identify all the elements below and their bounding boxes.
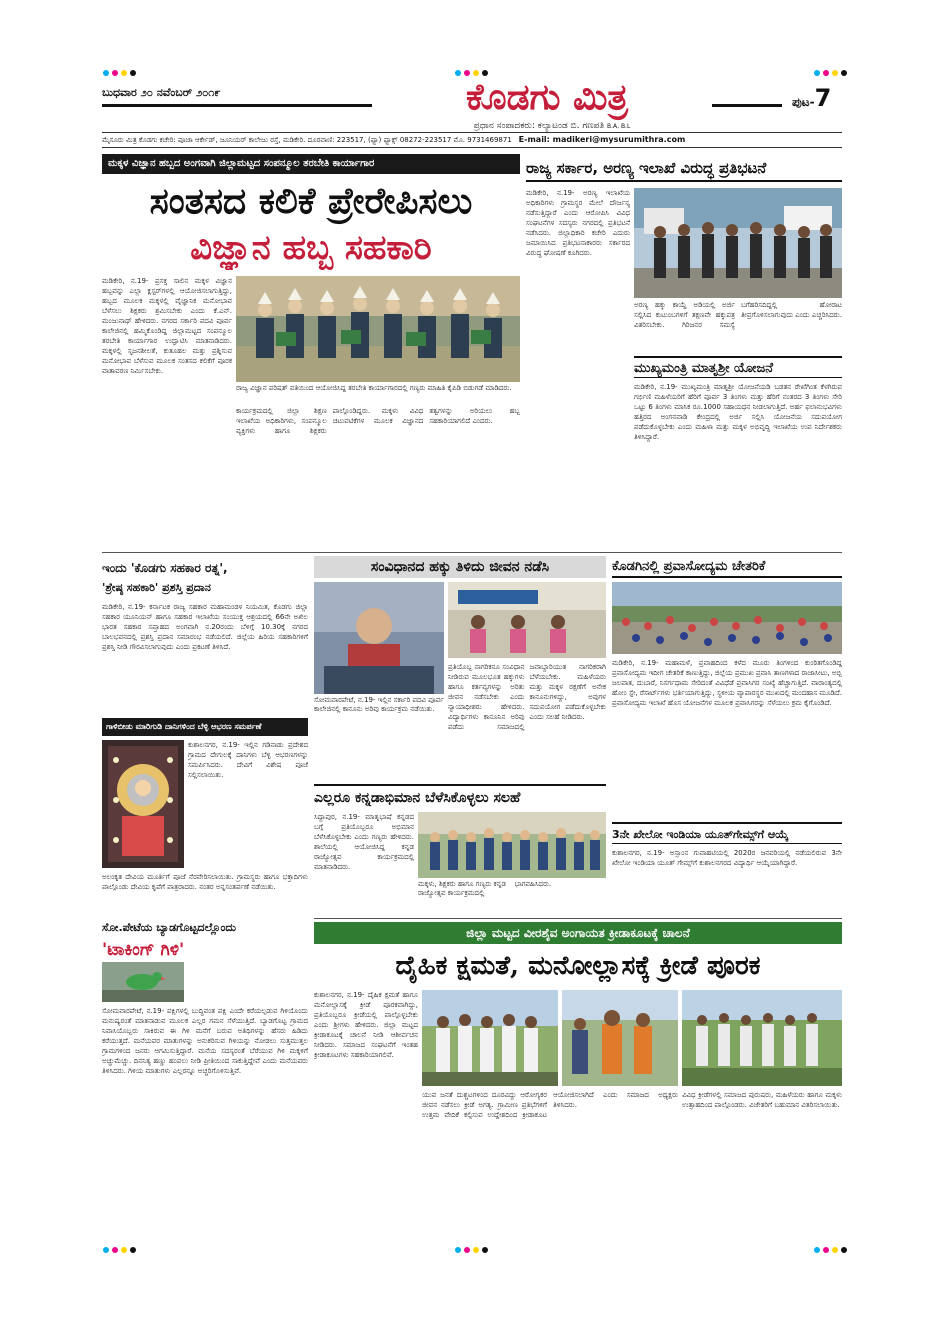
masthead-left-rule: [102, 104, 372, 107]
story9-photo: [612, 582, 842, 654]
story2-photo: [634, 188, 842, 298]
story6-headline-1: ಸೋ.ಪೇಟೆಯ ಬ್ಯಾಡಗೊಟ್ಟದಲ್ಲೊಂದು: [102, 921, 236, 934]
page-label-text: ಪುಟ-: [792, 95, 815, 109]
banner-headline: ದೈಹಿಕ ಕ್ಷಮತೆ, ಮನೋಲ್ಲಾಸಕ್ಕೆ ಕ್ರೀಡೆ ಪೂರಕ: [395, 951, 761, 981]
story5-body-b: ಅಲಂಕೃತ ದೇವಿಯ ಮೂರ್ತಿಗೆ ಪೂಜೆ ನೆರವೇರಿಸಲಾಯಿತು. ಗ್ರಾಮಸ್ಥರು ಹಾಗೂ ಭಕ್ತಾದಿಗಳು ಪಾಲ್ಗೊಂಡು ದೇವಿಯ ಕೃಪೆಗೆ ಪಾತ್ರರಾದರು. ನಂತರ ಅನ್ನಸಂತರ್ಪಣೆ ನಡೆಯಿತು.: [102, 873, 308, 891]
story6-body: ಸೋಮವಾರಪೇಟೆ, ನ.19- ಪಕ್ಷಿಗಳಲ್ಲಿ ಬುದ್ಧಿವಂತ ಪಕ್ಷಿ ಎಂದೇ ಕರೆಯಲ್ಪಡುವ ಗಿಳಿಯೊಂದು ಮನುಷ್ಯರಂತೆ ಮಾತನಾಡುವ ಮೂಲಕ ಎಲ್ಲರ ಗಮನ ಸೆಳೆಯುತ್ತಿದೆ. ಬ್ಯಾಡಗೊಟ್ಟ ಗ್ರಾಮದ ನಿವಾಸಿಯೊಬ್ಬರು ಸಾಕಿರುವ ಈ ಗಿಳಿ ಮನೆಗೆ ಬರುವ ಅತಿಥಿಗಳನ್ನು ಹೆಸರು ಹಿಡಿದು ಕರೆಯುತ್ತದೆ. ಮನೆಯವರ ಮಾತುಗಳನ್ನು ಅನುಕರಿಸುವ ಗಿಳಿಯನ್ನು ನೋಡಲು ಸುತ್ತಮುತ್ತಲ ಗ್ರಾಮಗಳಿಂದ ಜನರು ಆಗಮಿಸುತ್ತಿದ್ದಾರೆ. ಮನೆಯ ಸದಸ್ಯರಂತೆ ಬೆರೆಯುವ ಗಿಳಿ ಮಕ್ಕಳಿಗೆ ಅಚ್ಚುಮೆಚ್ಚು. ದಿನನಿತ್ಯ ಹಣ್ಣು ಹಂಪಲು ನೀಡಿ ಪ್ರೀತಿಯಿಂದ ಸಾಕುತ್ತಿದ್ದೇವೆ ಎಂದು ಮನೆಯವರು ತಿಳಿಸಿದರು. ಗಿಳಿಯ ಮಾತುಗಳು ಎಲ್ಲರನ್ನೂ ಅಚ್ಚರಿಗೊಳಿಸುತ್ತಿವೆ.: [102, 1007, 308, 1075]
story9-headline: ಕೊಡಗಿನಲ್ಲಿ ಪ್ರವಾಸೋದ್ಯಮ ಚೇತರಿಕೆ: [612, 556, 842, 578]
story5-photo: [102, 740, 184, 868]
editor-degree: B.A, B.L: [607, 123, 631, 130]
editor-name: ಪ್ರಧಾನ ಸಂಪಾದಕರು: ಕಲ್ಯಾಟಂಡ ಬಿ. ಗಣಪತಿ: [473, 121, 605, 131]
story5-headline: ಗಾಳಿಬೀಡು ಮಾರಿಗುಡಿ ದಾನಿಗಳಿಂದ ಬೆಳ್ಳಿ ಆಭರಣ ಸಮರ್ಪಣೆ: [102, 718, 308, 736]
story3-body: ಮಡಿಕೇರಿ, ನ.19- ಮುಖ್ಯಮಂತ್ರಿ ಮಾತೃಶ್ರೀ ಯೋಜನೆಯಡಿ ಬಡತನ ರೇಖೆಗಿಂತ ಕೆಳಗಿರುವ ಗರ್ಭಿಣಿ ಮಹಿಳೆಯರಿಗೆ ಹೆರಿಗೆ ಪೂರ್ವ 3 ತಿಂಗಳು ಮತ್ತು ಹೆರಿಗೆ ನಂತರದ 3 ತಿಂಗಳು ಸೇರಿ ಒಟ್ಟು 6 ತಿಂಗಳು ಮಾಸಿಕ ರೂ.1000 ಸಹಾಯಧನ ನೀಡಲಾಗುತ್ತಿದೆ. ಅರ್ಹ ಫಲಾನುಭವಿಗಳು ಹತ್ತಿರದ ಅಂಗನವಾಡಿ ಕೇಂದ್ರದಲ್ಲಿ ಅರ್ಜಿ ಸಲ್ಲಿಸಿ ಯೋಜನೆಯ ಸದುಪಯೋಗ ಪಡೆದುಕೊಳ್ಳಬೇಕು ಎಂದು ಮಹಿಳಾ ಮತ್ತು ಮಕ್ಕಳ ಅಭಿವೃದ್ಧಿ ಇಲಾಖೆಯ ಉಪ ನಿರ್ದೇಶಕರು ತಿಳಿಸಿದ್ದಾರೆ.: [634, 383, 842, 441]
banner-photo-2: [562, 990, 678, 1086]
story6-headline-2: 'ಟಾಕಿಂಗ್ ಗಿಳಿ': [102, 940, 185, 960]
page-label: [792, 84, 831, 112]
story8-body: ಸಿದ್ದಾಪುರ, ನ.19- ಮಾತೃಭಾಷೆ ಕನ್ನಡದ ಬಗ್ಗೆ ಪ್ರತಿಯೊಬ್ಬರೂ ಅಭಿಮಾನ ಬೆಳೆಸಿಕೊಳ್ಳಬೇಕು ಎಂದು ಗಣ್ಯರು ಹೇಳಿದರು. ಶಾಲೆಯಲ್ಲಿ ಆಯೋಜಿಸಿದ್ದ ಕನ್ನಡ ರಾಜ್ಯೋತ್ಸವ ಕಾರ್ಯಕ್ರಮದಲ್ಲಿ ಮಾತನಾಡಿದರು.: [314, 813, 414, 871]
masthead-title: ಕೊಡಗು ಮಿತ್ರ: [465, 76, 628, 118]
story3-headline: ಮುಖ್ಯಮಂತ್ರಿ ಮಾತೃಶ್ರೀ ಯೋಜನೆ: [634, 356, 842, 378]
story1-body-b: ಕಾರ್ಯಕ್ರಮದಲ್ಲಿ ಜಿಲ್ಲಾ ಶಿಕ್ಷಣ ಇಲಾಖೆಯ ಅಧಿಕಾರಿಗಳು, ಸಂಪನ್ಮೂಲ ವ್ಯಕ್ತಿಗಳು ಹಾಗೂ ಶಿಕ್ಷಕರು ಪಾಲ್ಗೊಂಡಿದ್ದರು. ಮಕ್ಕಳು ವಿವಿಧ ಚಟುವಟಿಕೆಗಳ ಮೂಲಕ ವಿಜ್ಞಾನದ ತತ್ವಗಳನ್ನು ಅರಿಯಲು ಹಬ್ಬ ಸಹಕಾರಿಯಾಗಲಿದೆ ಎಂದರು.: [236, 407, 520, 435]
story4-headline-2: 'ಶ್ರೇಷ್ಠ ಸಹಕಾರಿ' ಪ್ರಶಸ್ತಿ ಪ್ರದಾನ: [102, 581, 211, 594]
story1-kicker: ಮಕ್ಕಳ ವಿಜ್ಞಾನ ಹಬ್ಬದ ಅಂಗವಾಗಿ ಜಿಲ್ಲಾಮಟ್ಟದ ಸಂಪನ್ಮೂಲ ತರಬೇತಿ ಕಾರ್ಯಾಗಾರ: [102, 154, 520, 174]
banner-body-a: ಕುಶಾಲನಗರ, ನ.19- ದೈಹಿಕ ಕ್ಷಮತೆ ಹಾಗೂ ಮನೋಲ್ಲಾಸಕ್ಕೆ ಕ್ರೀಡೆ ಪೂರಕವಾಗಿದ್ದು, ಪ್ರತಿಯೊಬ್ಬರೂ ಕ್ರೀಡೆಯಲ್ಲಿ ಪಾಲ್ಗೊಳ್ಳಬೇಕು ಎಂದು ಶ್ರೀಗಳು ಹೇಳಿದರು. ಜಿಲ್ಲಾ ಮಟ್ಟದ ಕ್ರೀಡಾಕೂಟಕ್ಕೆ ಚಾಲನೆ ನೀಡಿ ಆಶೀರ್ವಚನ ನೀಡಿದರು. ಸಮಾಜದ ಸಂಘಟನೆಗೆ ಇಂತಹ ಕ್ರೀಡಾಕೂಟಗಳು ಸಹಕಾರಿಯಾಗಲಿವೆ.: [314, 991, 418, 1059]
office-info: ಮೈಸೂರು ಮಿತ್ರ ಕೊಡಗು ಕಚೇರಿ: ಪೂಜಾ ಆರ್ಕೇಡ್, ಜೂನಿಯರ್ ಕಾಲೇಜು ರಸ್ತೆ, ಮಡಿಕೇರಿ. ದೂರವಾಣಿ: 223517, (ಫ್ಯಾ) ಫ್ಯಾಕ್ಸ್ 08272-223517 ಮೊ. 9731469871: [102, 136, 512, 144]
story8-caption: ಮಕ್ಕಳು, ಶಿಕ್ಷಕರು ಹಾಗೂ ಗಣ್ಯರು ಕನ್ನಡ ರಾಜ್ಯೋತ್ಸವ ಕಾರ್ಯಕ್ರಮದಲ್ಲಿ ಭಾಗವಹಿಸಿದರು.: [418, 880, 552, 897]
story1-caption: ರಾಜ್ಯ ವಿಜ್ಞಾನ ಪರಿಷತ್ ವತಿಯಿಂದ ಆಯೋಜಿಸಿದ್ದ ತರಬೇತಿ ಕಾರ್ಯಾಗಾರದಲ್ಲಿ ಗಣ್ಯರು ಮಾಹಿತಿ ಕೈಪಿಡಿ ಬಿಡುಗಡೆ ಮಾಡಿದರು.: [236, 384, 512, 392]
info-strip: [102, 132, 842, 148]
banner-photo-1: [422, 990, 558, 1086]
story2-body-b: ಅರಣ್ಯ ಹಕ್ಕು ಕಾಯ್ದೆ ಅಡಿಯಲ್ಲಿ ಅರ್ಜಿ ಸಲ್ಲಿಸಿದ ಕುಟುಂಬಗಳಿಗೆ ತಕ್ಷಣವೇ ಹಕ್ಕುಪತ್ರ ವಿತರಿಸಬೇಕು. ಗಿರಿಜನರ ಸಮಸ್ಯೆ ಬಗೆಹರಿಸದಿದ್ದಲ್ಲಿ ಹೋರಾಟ ತೀವ್ರಗೊಳಿಸಲಾಗುವುದು ಎಂದು ಎಚ್ಚರಿಸಿದರು.: [634, 301, 842, 329]
story8-photo: [418, 812, 606, 878]
divider-row2: [314, 918, 842, 919]
editor-line: [382, 121, 722, 131]
registration-dots-bottom-right: [814, 1247, 847, 1253]
story4-body: ಮಡಿಕೇರಿ, ನ.19- ಕರ್ನಾಟಕ ರಾಜ್ಯ ಸಹಕಾರ ಮಹಾಮಂಡಳ ನಿಯಮಿತ, ಕೊಡಗು ಜಿಲ್ಲಾ ಸಹಕಾರ ಯೂನಿಯನ್ ಹಾಗೂ ಸಹಕಾರ ಇಲಾಖೆಯ ಸಂಯುಕ್ತ ಆಶ್ರಯದಲ್ಲಿ 66ನೇ ಅಖಿಲ ಭಾರತ ಸಹಕಾರ ಸಪ್ತಾಹದ ಅಂಗವಾಗಿ ನ.20ರಂದು ಬೆಳಿಗ್ಗೆ 10.30ಕ್ಕೆ ನಗರದ ಬಾಲಭವನದಲ್ಲಿ ಪ್ರಶಸ್ತಿ ಪ್ರದಾನ ಸಮಾರಂಭ ನಡೆಯಲಿದೆ. ಜಿಲ್ಲೆಯ ಹಿರಿಯ ಸಹಕಾರಿಗಳಿಗೆ ಪ್ರಶಸ್ತಿ ನೀಡಿ ಗೌರವಿಸಲಾಗುವುದು ಎಂದು ಪ್ರಕಟಣೆ ತಿಳಿಸಿದೆ.: [102, 603, 308, 651]
banner-band: ಜಿಲ್ಲಾ ಮಟ್ಟದ ವೀರಶೈವ ಅಂಗಾಯತ ಕ್ರೀಡಾಕೂಟಕ್ಕೆ ಚಾಲನೆ: [314, 922, 842, 944]
story2-headline: ರಾಜ್ಯ ಸರ್ಕಾರ, ಅರಣ್ಯ ಇಲಾಖೆ ವಿರುದ್ಧ ಪ್ರತಿಭಟನೆ: [526, 154, 842, 182]
story6-photo: [102, 962, 184, 1002]
email-address: E-mail: madikeri@mysurumithra.com: [518, 135, 686, 144]
registration-dots-top-right: [814, 70, 847, 76]
story2-body-a: ಮಡಿಕೇರಿ, ನ.19- ಅರಣ್ಯ ಇಲಾಖೆಯ ಅಧಿಕಾರಿಗಳು ಗ್ರಾಮಸ್ಥರ ಮೇಲೆ ದೌರ್ಜನ್ಯ ನಡೆಸುತ್ತಿದ್ದಾರೆ ಎಂದು ಆರೋಪಿಸಿ ವಿವಿಧ ಸಂಘಟನೆಗಳ ಸದಸ್ಯರು ನಗರದಲ್ಲಿ ಪ್ರತಿಭಟನೆ ನಡೆಸಿದರು. ಜಿಲ್ಲಾಧಿಕಾರಿ ಕಚೇರಿ ಎದುರು ಜಮಾಯಿಸಿದ ಪ್ರತಿಭಟನಾಕಾರರು ಸರ್ಕಾರದ ವಿರುದ್ಧ ಘೋಷಣೆ ಕೂಗಿದರು.: [526, 189, 630, 257]
page-number: 7: [814, 84, 832, 112]
registration-dots-bottom-center: [455, 1247, 488, 1253]
story8-headline: ಎಲ್ಲರೂ ಕನ್ನಡಾಭಿಮಾನ ಬೆಳೆಸಿಕೊಳ್ಳಲು ಸಲಹೆ: [314, 784, 606, 808]
banner-body-b: ಯುವ ಜನತೆ ದುಶ್ಚಟಗಳಿಂದ ದೂರವಿದ್ದು ಆರೋಗ್ಯಕರ ಜೀವನ ನಡೆಸಲು ಕ್ರೀಡೆ ಅಗತ್ಯ. ಗ್ರಾಮೀಣ ಪ್ರತಿಭೆಗಳಿಗೆ ಉತ್ತಮ ವೇದಿಕೆ ಕಲ್ಪಿಸುವ ಉದ್ದೇಶದಿಂದ ಕ್ರೀಡಾಕೂಟ ಆಯೋಜಿಸಲಾಗಿದೆ ಎಂದು ಸಮಾಜದ ಅಧ್ಯಕ್ಷರು ತಿಳಿಸಿದರು.: [422, 1091, 678, 1119]
registration-dots-top-left: [103, 70, 136, 76]
banner-photo-3: [682, 990, 842, 1086]
story7-photo-inset: [448, 582, 606, 658]
story10-headline: 3ನೇ ಖೇಲೋ ಇಂಡಿಯಾ ಯೂತ್‌ಗೇಮ್ಸ್‌ಗೆ ಆಯ್ಕೆ: [612, 822, 842, 844]
story1-photo: [236, 276, 520, 382]
divider-row1: [102, 552, 842, 553]
banner-body-c: ವಿವಿಧ ಕ್ರೀಡೆಗಳಲ್ಲಿ ಸಮಾಜದ ಪುರುಷರು, ಮಹಿಳೆಯರು ಹಾಗೂ ಮಕ್ಕಳು ಉತ್ಸಾಹದಿಂದ ಪಾಲ್ಗೊಂಡರು. ವಿಜೇತರಿಗೆ ಬಹುಮಾನ ವಿತರಿಸಲಾಯಿತು.: [682, 1091, 842, 1109]
story7-photo-main: [314, 582, 444, 694]
story7-body: ಪ್ರತಿಯೊಬ್ಬ ನಾಗರಿಕನೂ ಸಂವಿಧಾನ ನೀಡಿರುವ ಮೂಲಭೂತ ಹಕ್ಕುಗಳು ಹಾಗೂ ಕರ್ತವ್ಯಗಳನ್ನು ಅರಿತು ಜೀವನ ನಡೆಸಬೇಕು ಎಂದು ನ್ಯಾಯಾಧೀಶರು ಹೇಳಿದರು. ವಿದ್ಯಾರ್ಥಿಗಳು ಕಾನೂನಿನ ಅರಿವು ಪಡೆದು ಸಮಾಜದಲ್ಲಿ ಜವಾಬ್ದಾರಿಯುತ ನಾಗರಿಕರಾಗಿ ಬೆಳೆಯಬೇಕು. ಮಹಿಳೆಯರು ಮತ್ತು ಮಕ್ಕಳ ರಕ್ಷಣೆಗೆ ಅನೇಕ ಕಾನೂನುಗಳಿದ್ದು, ಅವುಗಳ ಸದುಪಯೋಗ ಪಡೆದುಕೊಳ್ಳಬೇಕು ಎಂದು ಸಲಹೆ ನೀಡಿದರು.: [448, 663, 606, 731]
masthead-right-rule: [712, 104, 782, 107]
story9-body: ಮಡಿಕೇರಿ, ನ.19- ಮಹಾಮಳೆ, ಪ್ರವಾಹದಿಂದ ಕಳೆದ ಮೂರು ತಿಂಗಳಿಂದ ಕುಂಠಿತಗೊಂಡಿದ್ದ ಪ್ರವಾಸೋದ್ಯಮ ಇದೀಗ ಚೇತರಿಕೆ ಕಾಣುತ್ತಿದ್ದು, ಜಿಲ್ಲೆಯ ಪ್ರಮುಖ ಪ್ರವಾಸಿ ತಾಣಗಳಾದ ರಾಜಾಸೀಟು, ಅಬ್ಬಿ ಜಲಪಾತ, ದುಬಾರೆ, ನಿಸರ್ಗಧಾಮ ಸೇರಿದಂತೆ ವಿವಿಧೆಡೆ ಪ್ರವಾಸಿಗರ ಸಂಖ್ಯೆ ಹೆಚ್ಚಾಗುತ್ತಿದೆ. ವಾರಾಂತ್ಯದಲ್ಲಿ ಹೋಂ ಸ್ಟೇ, ರೆಸಾರ್ಟ್‌ಗಳು ಭರ್ತಿಯಾಗುತ್ತಿದ್ದು, ಸ್ಥಳೀಯ ವ್ಯಾಪಾರಸ್ಥರ ಮುಖದಲ್ಲಿ ಮಂದಹಾಸ ಮೂಡಿದೆ. ಪ್ರವಾಸೋದ್ಯಮ ಇಲಾಖೆ ಹೊಸ ಯೋಜನೆಗಳ ಮೂಲಕ ಪ್ರವಾಸಿಗರನ್ನು ಸೆಳೆಯಲು ಕ್ರಮ ಕೈಗೊಂಡಿದೆ.: [612, 659, 842, 707]
story7-caption: ಸೋಮವಾರಪೇಟೆ, ನ.19- ಇಲ್ಲಿನ ಸರ್ಕಾರಿ ಪದವಿ ಪೂರ್ವ ಕಾಲೇಜಿನಲ್ಲಿ ಕಾನೂನು ಅರಿವು ಕಾರ್ಯಕ್ರಮ ನಡೆಯಿತು.: [314, 696, 444, 713]
issue-date: ಬುಧವಾರ ೨೦ ನವೆಂಬರ್ ೨೦೧೯: [102, 86, 221, 99]
story1-body-a: ಮಡಿಕೇರಿ, ನ.19- ಪ್ರಸಕ್ತ ಸಾಲಿನ ಮಕ್ಕಳ ವಿಜ್ಞಾನ ಹಬ್ಬವನ್ನು ಎಲ್ಲಾ ಕ್ಲಸ್ಟರ್‌ಗಳಲ್ಲಿ ಆಯೋಜಿಸಲಾಗುತ್ತಿದ್ದು, ಹಬ್ಬದ ಮೂಲಕ ಮಕ್ಕಳಲ್ಲಿ ವೈಜ್ಞಾನಿಕ ಮನೋಭಾವ ಬೆಳೆಸಲು ಶಿಕ್ಷಕರು ಶ್ರಮಿಸಬೇಕು ಎಂದು ಕೆ.ಎನ್. ಮಂಜುನಾಥ್ ಹೇಳಿದರು. ನಗರದ ಸರ್ಕಾರಿ ಪದವಿ ಪೂರ್ವ ಕಾಲೇಜಿನಲ್ಲಿ ಹಮ್ಮಿಕೊಂಡಿದ್ದ ಜಿಲ್ಲಾಮಟ್ಟದ ಸಂಪನ್ಮೂಲ ತರಬೇತಿ ಕಾರ್ಯಾಗಾರ ಉದ್ಘಾಟಿಸಿ ಮಾತನಾಡಿದರು. ಮಕ್ಕಳಲ್ಲಿ ಸೃಜನಶೀಲತೆ, ಕುತೂಹಲ ಮತ್ತು ಪ್ರಶ್ನಿಸುವ ಮನೋಭಾವ ಬೆಳೆಸುವ ಮೂಲಕ ಸಂತಸದ ಕಲಿಕೆಗೆ ಪೂರಕ ವಾತಾವರಣ ನಿರ್ಮಿಸಬೇಕು.: [102, 277, 232, 375]
story7-headline: ಸಂವಿಧಾನದ ಹಕ್ಕು ತಿಳಿದು ಜೀವನ ನಡೆಸಿ: [314, 556, 606, 578]
story5-body-a: ಕುಶಾಲನಗರ, ನ.19- ಇಲ್ಲಿನ ಗಡಿನಾಡು ಪ್ರದೇಶದ ಗ್ರಾಮದ ದೇಗುಲಕ್ಕೆ ದಾನಿಗಳು ಬೆಳ್ಳಿ ಆಭರಣಗಳನ್ನು ಸಮರ್ಪಿಸಿದರು. ದೇವಿಗೆ ವಿಶೇಷ ಪೂಜೆ ಸಲ್ಲಿಸಲಾಯಿತು.: [188, 741, 308, 779]
story1-headline-1: ಸಂತಸದ ಕಲಿಕೆ ಪ್ರೇರೇಪಿಸಲು: [149, 180, 473, 222]
story10-body: ಕುಶಾಲನಗರ, ನ.19- ಅಸ್ಸಾಂನ ಗುವಾಹಟಿಯಲ್ಲಿ 2020ರ ಜನವರಿಯಲ್ಲಿ ನಡೆಯಲಿರುವ 3ನೇ ಖೇಲೋ ಇಂಡಿಯಾ ಯೂತ್ ಗೇಮ್ಸ್‌ಗೆ ಕುಶಾಲನಗರದ ವಿದ್ಯಾರ್ಥಿ ಆಯ್ಕೆಯಾಗಿದ್ದಾರೆ.: [612, 849, 842, 867]
registration-dots-bottom-left: [103, 1247, 136, 1253]
story1-headline-2: ವಿಜ್ಞಾನ ಹಬ್ಬ ಸಹಕಾರಿ: [190, 228, 432, 268]
story4-headline-1: ಇಂದು 'ಕೊಡಗು ಸಹಕಾರ ರತ್ನ',: [102, 561, 228, 575]
